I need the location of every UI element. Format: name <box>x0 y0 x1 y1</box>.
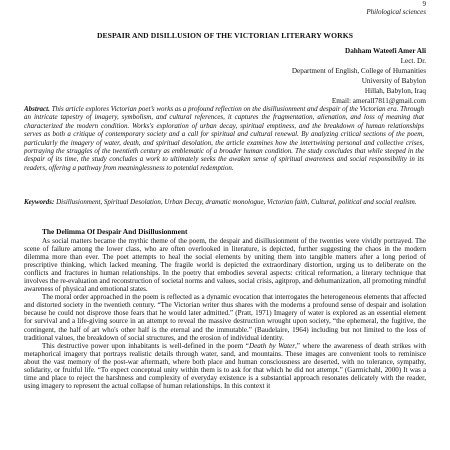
page-number: 9 <box>422 0 426 8</box>
author-email[interactable]: Email: ameralI7811@gmail.com <box>331 97 426 105</box>
body-text <box>24 237 426 390</box>
body-paragraph: The moral order approached in the poem is reflected as a dynamic evocation that interrogates the heterogeneous elements that affected and distorted society in the twentieth century. “The Victorian writer thus shares with the moderns a profound sense of despair and isolation because he could not disprove those fears that he would later admitted.” (Pratt, 1971) Imagery of water is explored as an essential element for survival and a life-giving source in an attempt to reveal the massive destruction wrought upon society, “the ephemeral, the fugitive, the contingent, the half of art who's other half is the eternal and the immutable.” (Baudelaire, 1964) including but not limited to the loss of traditional values, the breakdown of social structures, and the erosion of individual identity. <box>24 293 426 342</box>
author-department: Department of English, College of Humanities <box>291 67 426 75</box>
author-block <box>292 46 426 106</box>
author-name: Dahham Wateefi Amer Ali <box>345 47 426 55</box>
poem-title: Death by Water <box>248 341 295 350</box>
body-paragraph: As social matters became the mythic theme of the poem, the despair and disillusionment of the twenties were vividly portrayed. The scene of failure among the lower class, who are often overlooked in literature, is depicted, further suggesting the chaos in the modern dilemma more than ever. The poet attempts to heal the social elements by uniting them into tangible matters after a long period of prescriptive thinking, which lacked meaning. The fragile world is depicted the extraordinary distortion, urging us to deliberate on the conflicts and fractures in human relationships. In the poetry that embodies several aspects: critical reformation, a literary technique that involves the re-evaluation and reconstruction of societal norms and values, social crisis, agitprop, and dehumanization, all promoting mindful awareness of physical and emotional states. <box>24 237 426 294</box>
section-heading: The Delimma Of Despair And Disillusionment <box>42 227 188 236</box>
article-title: DESPAIR AND DISILLUSION OF THE VICTORIAN LITERARY WORKS <box>96 31 354 40</box>
keywords-label: Keywords: <box>24 198 55 206</box>
keywords-text: Disillusionment, Spiritual Desolation, Urban Decay, dramatic monologue, Victorian faith, Cultural, political and social realism. <box>56 198 417 206</box>
paragraph-text: ,” where the awareness of death strikes with metaphorical imagery that portrays realistic details through water, sand, and mountains. These images are convenient tools to reminisce about the vast memory of the post-war aftermath, where both place and human consciousness are deserted, with no tolerance, sympathy, solidarity, or fruitful life. “To expect conceptual unity within them is to ask for that which he did not attempt.” (Garmichahl, 2000) It was a time and place to reject the harshness and complexity of everyday existence is a substantial approach resonates delicately with the reader, using imagery to represent the actual collapse of human relationships. In this context it <box>24 341 427 390</box>
author-location: Hillah, Babylon, Iraq <box>364 87 426 95</box>
author-position: Lect. Dr. <box>400 57 426 65</box>
keywords <box>24 198 424 206</box>
abstract <box>24 105 424 172</box>
body-paragraph <box>24 342 426 390</box>
running-head: Philological sciences <box>366 8 426 16</box>
abstract-label: Abstract. <box>24 105 50 113</box>
author-university: University of Babylon <box>361 77 426 85</box>
paragraph-text: This destructive power upon inhabitants is well-defined in the poem “ <box>42 341 249 350</box>
abstract-text: This article explores Victorian poet’s works as a profound reflection on the disillusionment and despair of the Victorian era. Through an intricate tapestry of imagery, symbolism, and cultural references, it captures the fragmentation, alienation, and loss of meaning that characterized the modern condition. Works's exploration of urban decay, spiritual emptiness, and the breakdown of human relationships serves as both a critique of contemporary society and a call for spiritual and cultural renewal. By analyzing critical sections of the poem, particularly the imagery of water, death, and spiritual desolation, the article examines how the intertwining personal and collective crises, portraying the struggles of the twentieth century as emblematic of a broader human condition. The study concludes that while steeped in the despair of its time, the study concludes a work to ultimately seeks the awaken sense of spiritual awareness and social responsibility in its readers, offering a pathway from meaninglessness to potential redemption. <box>24 105 425 172</box>
